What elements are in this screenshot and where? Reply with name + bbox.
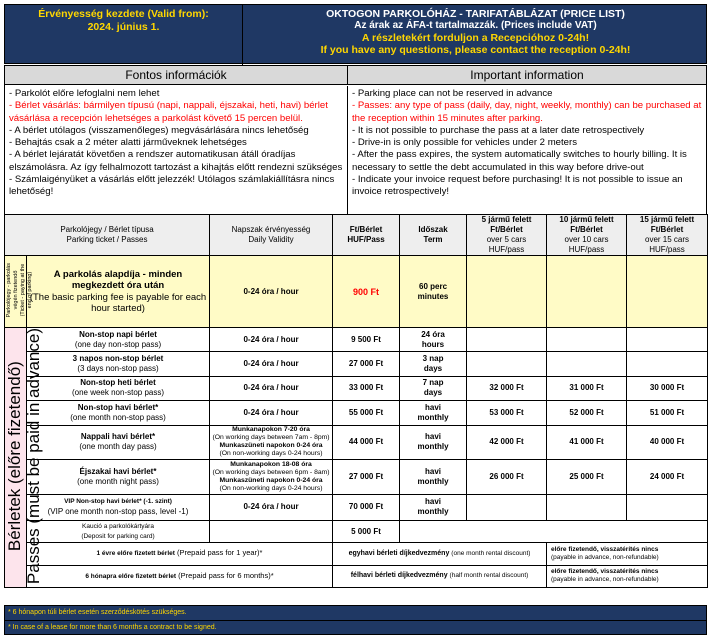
- header-banner: [4, 4, 707, 64]
- header-disc15-unit: Ft/Bérlet: [650, 225, 684, 234]
- pass-name-en: (one week non-stop pass): [71, 388, 165, 398]
- pass-name-hu: Non-stop heti bérlet: [80, 378, 156, 388]
- hourly-validity: 0-24 óra / hour: [210, 256, 333, 328]
- header-term-hu: Időszak: [418, 225, 448, 234]
- pass-disc5: 53 000 Ft: [467, 401, 547, 425]
- pass-name-en: (one day non-stop pass): [74, 339, 162, 349]
- prepaid-year-label: [27, 543, 333, 565]
- deposit-name-hu: Kaució a parkolókártyára: [82, 522, 154, 530]
- hourly-disc5: [467, 256, 547, 328]
- pass-disc15: [627, 494, 708, 520]
- header-disc5-unit: Ft/Bérlet: [490, 225, 523, 234]
- pass-name-en: (VIP one month non-stop pass, level -1): [47, 507, 189, 517]
- pass-validity: [210, 425, 333, 460]
- hourly-side-line: end of parking): [27, 271, 33, 309]
- pass-disc5: 42 000 Ft: [467, 425, 547, 460]
- deposit-row: [5, 520, 708, 542]
- header-discount-5: [467, 215, 547, 256]
- info-item-en: - It is not possible to purchase the pass at a later date retrospectively: [352, 124, 645, 136]
- header-validity-hu: Napszak érvényesség: [231, 225, 311, 234]
- pass-name-hu: Nappali havi bérlet*: [80, 432, 156, 442]
- pass-validity-1: Munkanapokon 7-20 óra: [232, 426, 310, 434]
- header-disc10-en: over 10 cars: [564, 235, 609, 244]
- header-term-en: Term: [423, 235, 443, 244]
- pass-name: [27, 401, 210, 425]
- pass-validity: 0-24 óra / hour: [210, 328, 333, 352]
- prepaid-year-discount-hu: egyhavi bérleti díjkedvezmény: [348, 549, 450, 557]
- pass-term-2: days: [423, 388, 443, 398]
- header-ticket-type: [5, 215, 210, 256]
- pass-disc5: 26 000 Ft: [467, 460, 547, 495]
- valid-from-date: 2024. június 1.: [87, 21, 160, 33]
- pass-term: [400, 376, 467, 400]
- footnote-hu: * 6 hónapon túli bérlet esetén szerződéskötés szükséges.: [5, 606, 706, 621]
- pass-disc5: [467, 494, 547, 520]
- pass-validity-3: Munkaszüneti napokon 0-24 óra: [219, 476, 323, 484]
- pass-disc5: [467, 352, 547, 376]
- pass-term-1: 7 nap: [422, 378, 444, 388]
- info-list-en: [348, 86, 706, 201]
- hourly-side-text: [6, 263, 34, 317]
- info-item-en: - Passes: any type of pass (daily, day, night, weekly, monthly) can be purchased at the reception within 15 minutes after parking.: [352, 100, 702, 124]
- pass-price: 27 000 Ft: [333, 352, 400, 376]
- info-item-hu: - A bérlet lejáratát követően a rendszer automatikusan átáll óradíjas elszámolásra. Az így felhalmozott tartozást a kihajtás előtt rendezni szükséges: [9, 149, 343, 173]
- info-item-hu: - A bérlet utólagos (visszamenőleges) megvásárlására nincs lehetőség: [9, 124, 309, 136]
- pass-price: 33 000 Ft: [333, 376, 400, 400]
- hourly-disc15: [627, 256, 708, 328]
- pass-term-2: days: [423, 364, 443, 374]
- table-row: [5, 352, 708, 376]
- info-header-en: Important information: [348, 66, 706, 85]
- table-row: [5, 425, 708, 460]
- pass-disc15: 30 000 Ft: [627, 376, 708, 400]
- pass-disc15: 24 000 Ft: [627, 460, 708, 495]
- pass-term-1: havi: [425, 402, 442, 412]
- valid-from-label: Érvényesség kezdete (Valid from):: [38, 8, 209, 20]
- header-disc10-en2: HUF/pass: [568, 245, 605, 254]
- info-item-en: - After the pass expires, the system automatically switches to hourly billing. It is necessary to settle the debt accumulated in this way before drive-out: [352, 149, 687, 173]
- header-disc5-title: 5 jármű felett: [481, 215, 532, 224]
- hourly-disc10: [547, 256, 627, 328]
- pass-name: [27, 352, 210, 376]
- header-discount-15: [627, 215, 708, 256]
- pass-validity-3: Munkaszüneti napokon 0-24 óra: [219, 442, 323, 450]
- pass-validity-1: Munkanapokon 18-08 óra: [230, 460, 312, 468]
- passes-label-en: Passes (must be paid in advance): [24, 328, 43, 585]
- prepaid-half-note: [547, 565, 708, 587]
- passes-side-text: [5, 328, 43, 584]
- header-disc5-en2: HUF/pass: [488, 245, 525, 254]
- pass-disc15: [627, 328, 708, 352]
- pass-term-2: monthly: [417, 507, 449, 517]
- pass-term: [400, 460, 467, 495]
- pass-disc10: 31 000 Ft: [547, 376, 627, 400]
- pass-name: [27, 328, 210, 352]
- prepaid-half-label-hu: 6 hónapra előre fizetett bérlet: [85, 572, 177, 580]
- table-row: [5, 460, 708, 495]
- pass-name-hu: Non-stop havi bérlet*: [77, 402, 159, 412]
- deposit-blank: [400, 520, 708, 542]
- pass-term-2: monthly: [417, 442, 449, 452]
- prepaid-year-label-hu: 1 évre előre fizetett bérlet: [96, 550, 175, 558]
- pass-validity-2: (On working days between 7am - 8pm): [212, 434, 330, 442]
- pass-name-hu: 3 napos non-stop bérlet: [72, 354, 164, 364]
- hourly-side-line: Parkolójegy - parkolás: [6, 262, 12, 318]
- pass-disc15: [627, 352, 708, 376]
- pass-price: 70 000 Ft: [333, 494, 400, 520]
- pass-price: 27 000 Ft: [333, 460, 400, 495]
- pass-name: [27, 460, 210, 495]
- header-price-hu: Ft/Bérlet: [349, 225, 383, 234]
- passes-side-label: [5, 328, 43, 588]
- hourly-title-hu: A parkolás alapdíja - minden megkezdett óra után: [53, 268, 183, 291]
- pass-disc10: [547, 494, 627, 520]
- header-price: [333, 215, 400, 256]
- pass-term-1: 3 nap: [422, 354, 444, 364]
- pass-disc5: [467, 328, 547, 352]
- pass-term-1: 24 óra: [421, 329, 445, 339]
- pass-validity-4: (On non-working days 0-24 hours): [219, 484, 323, 492]
- header-term: [400, 215, 467, 256]
- prepaid-half-discount-hu: félhavi bérleti díjkedvezmény: [350, 572, 448, 580]
- pass-validity-4: (On non-working days 0-24 hours): [219, 450, 323, 458]
- table-row: [5, 328, 708, 352]
- pass-price: 44 000 Ft: [333, 425, 400, 460]
- prepaid-year-note: [547, 543, 708, 565]
- hourly-title-en: (The basic parking fee is payable for each hour started): [29, 291, 207, 314]
- pass-validity: 0-24 óra / hour: [210, 352, 333, 376]
- pass-name-en: (one month night pass): [77, 476, 159, 486]
- reception-note-en: If you have any questions, please contact the reception 0-24h!: [320, 44, 631, 56]
- header-disc15-title: 15 jármű felett: [639, 215, 695, 224]
- pass-disc5: 32 000 Ft: [467, 376, 547, 400]
- header-disc5-en: over 5 cars: [486, 235, 527, 244]
- table-row: [5, 401, 708, 425]
- deposit-price: 5 000 Ft: [333, 520, 400, 542]
- pass-disc15: 51 000 Ft: [627, 401, 708, 425]
- header-discount-10: [547, 215, 627, 256]
- reception-note-hu: A részletekért forduljon a Recepcióhoz 0-24h!: [361, 32, 590, 44]
- title-block: [243, 5, 708, 65]
- pass-disc10: 52 000 Ft: [547, 401, 627, 425]
- pass-term: [400, 425, 467, 460]
- pass-term-1: havi: [425, 497, 442, 507]
- header-disc15-en2: HUF/pass: [649, 245, 685, 254]
- pass-disc10: 41 000 Ft: [547, 425, 627, 460]
- header-ticket-hu: Parkolójegy / Bérlet típusa: [60, 225, 154, 234]
- pass-name-hu: Non-stop napi bérlet: [79, 329, 157, 339]
- deposit-name-en: (Deposit for parking card): [81, 532, 155, 540]
- prepaid-year-discount-en: (one month rental discount): [451, 549, 531, 557]
- footnotes: [4, 605, 707, 635]
- footnote-en: * In case of a lease for more than 6 months a contract to be signed.: [8, 624, 217, 631]
- prepaid-year-note-en: (payable in advance, non-refundable): [551, 553, 659, 561]
- pass-name-en: (one month non-stop pass): [70, 412, 166, 422]
- info-item-en: - Parking place can not be reserved in advance: [352, 88, 553, 99]
- prepaid-half-label: [27, 565, 333, 587]
- hourly-term: [400, 256, 467, 328]
- header-validity: [210, 215, 333, 256]
- header-validity-en: Daily Validity: [248, 235, 294, 244]
- pass-price: 9 500 Ft: [333, 328, 400, 352]
- prepaid-half-discount: [333, 565, 547, 587]
- pass-term-2: monthly: [417, 476, 449, 486]
- hourly-term-2: minutes: [417, 291, 449, 301]
- info-list-hu: [5, 86, 348, 226]
- prepaid-half-note-en: (payable in advance, non-refundable): [551, 576, 659, 584]
- price-table: [4, 214, 708, 588]
- pass-term-2: monthly: [417, 412, 449, 422]
- info-header-hu: Fontos információk: [5, 66, 348, 85]
- pass-validity: 0-24 óra / hour: [210, 494, 333, 520]
- page-title: OKTOGON PARKOLÓHÁZ - TARIFATÁBLÁZAT (PRICE LIST): [326, 8, 625, 20]
- pass-disc10: [547, 328, 627, 352]
- info-item-hu: - Bérlet vásárlás: bármilyen típusú (napi, nappali, éjszakai, heti, havi) bérlet vásárlása a recepción lehetséges a parkolást követő 15 percen belül.: [9, 100, 328, 124]
- pass-name: [27, 376, 210, 400]
- info-section: [4, 65, 707, 227]
- info-item-hu: - Behajtás csak a 2 méter alatti járműveknek lehetséges: [9, 137, 247, 149]
- pass-term-1: havi: [425, 466, 442, 476]
- header-disc10-unit: Ft/Bérlet: [570, 225, 603, 234]
- prepaid-year-label-en: (Prepaid pass for 1 year)*: [177, 548, 263, 558]
- hourly-row: [5, 256, 708, 328]
- pass-validity: [210, 460, 333, 495]
- header-price-en: HUF/Pass: [347, 235, 385, 244]
- prepaid-half-discount-en: (half month rental discount): [449, 572, 529, 580]
- pass-disc10: 25 000 Ft: [547, 460, 627, 495]
- header-disc15-en: over 15 cars: [645, 235, 690, 244]
- vat-note: Az árak az ÁFA-t tartalmazzák. (Prices include VAT): [354, 20, 597, 31]
- prepaid-half-label-en: (Prepaid pass for 6 months)*: [178, 570, 274, 580]
- pass-validity-2: (On working days between 6pm - 8am): [212, 468, 330, 476]
- passes-label-hu: Bérletek (előre fizetendő): [5, 361, 24, 552]
- prepaid-half-row: [5, 565, 708, 587]
- header-disc10-title: 10 jármű felett: [559, 215, 614, 224]
- pass-term: [400, 328, 467, 352]
- valid-from-block: [5, 5, 243, 65]
- hourly-term-1: 60 perc: [419, 281, 448, 291]
- pass-name-en: (one month day pass): [79, 442, 157, 452]
- pass-name-hu: Éjszakai havi bérlet*: [79, 466, 157, 476]
- pass-name-hu: VIP Non-stop havi bérlet* (-1. szint): [64, 498, 172, 506]
- table-row: [5, 494, 708, 520]
- pass-term-1: havi: [425, 432, 442, 442]
- table-header-row: [5, 215, 708, 256]
- pass-term: [400, 494, 467, 520]
- pass-term-2: hours: [421, 339, 445, 349]
- hourly-side-line: végén fizetendő: [13, 270, 19, 310]
- pass-validity: 0-24 óra / hour: [210, 376, 333, 400]
- pass-term: [400, 352, 467, 376]
- info-item-hu: - Parkolót előre lefoglalni nem lehet: [9, 88, 160, 99]
- prepaid-year-note-hu: előre fizetendő, visszatérítés nincs: [551, 545, 659, 553]
- header-ticket-en: Parking ticket / Passes: [66, 235, 148, 244]
- prepaid-year-row: [5, 543, 708, 565]
- pass-name: [27, 425, 210, 460]
- info-item-en: - Drive-in is only possible for vehicles under 2 meters: [352, 137, 578, 149]
- hourly-price: 900 Ft: [333, 256, 400, 328]
- pass-disc10: [547, 352, 627, 376]
- hourly-side-label: [5, 256, 33, 328]
- hourly-title: [27, 256, 210, 328]
- pass-validity: 0-24 óra / hour: [210, 401, 333, 425]
- info-item-en: - Indicate your invoice request before purchasing! It is not possible to issue an invoice retrospectively!: [352, 174, 683, 198]
- pass-term: [400, 401, 467, 425]
- deposit-name: [27, 520, 210, 542]
- pass-name-en: (3 days non-stop pass): [77, 364, 159, 374]
- deposit-validity: [210, 520, 333, 542]
- prepaid-half-note-hu: előre fizetendő, visszatérítés nincs: [551, 568, 659, 576]
- pass-price: 55 000 Ft: [333, 401, 400, 425]
- pass-name: [27, 494, 210, 520]
- table-row: [5, 376, 708, 400]
- prepaid-year-discount: [333, 543, 547, 565]
- info-item-hu: - Számlaigényüket a vásárlás előtt jelezzék! Utólagos számlakiállításra nincs lehetőség!: [9, 174, 335, 198]
- pass-disc15: 40 000 Ft: [627, 425, 708, 460]
- hourly-side-line: (Ticket - paying at the: [20, 263, 26, 317]
